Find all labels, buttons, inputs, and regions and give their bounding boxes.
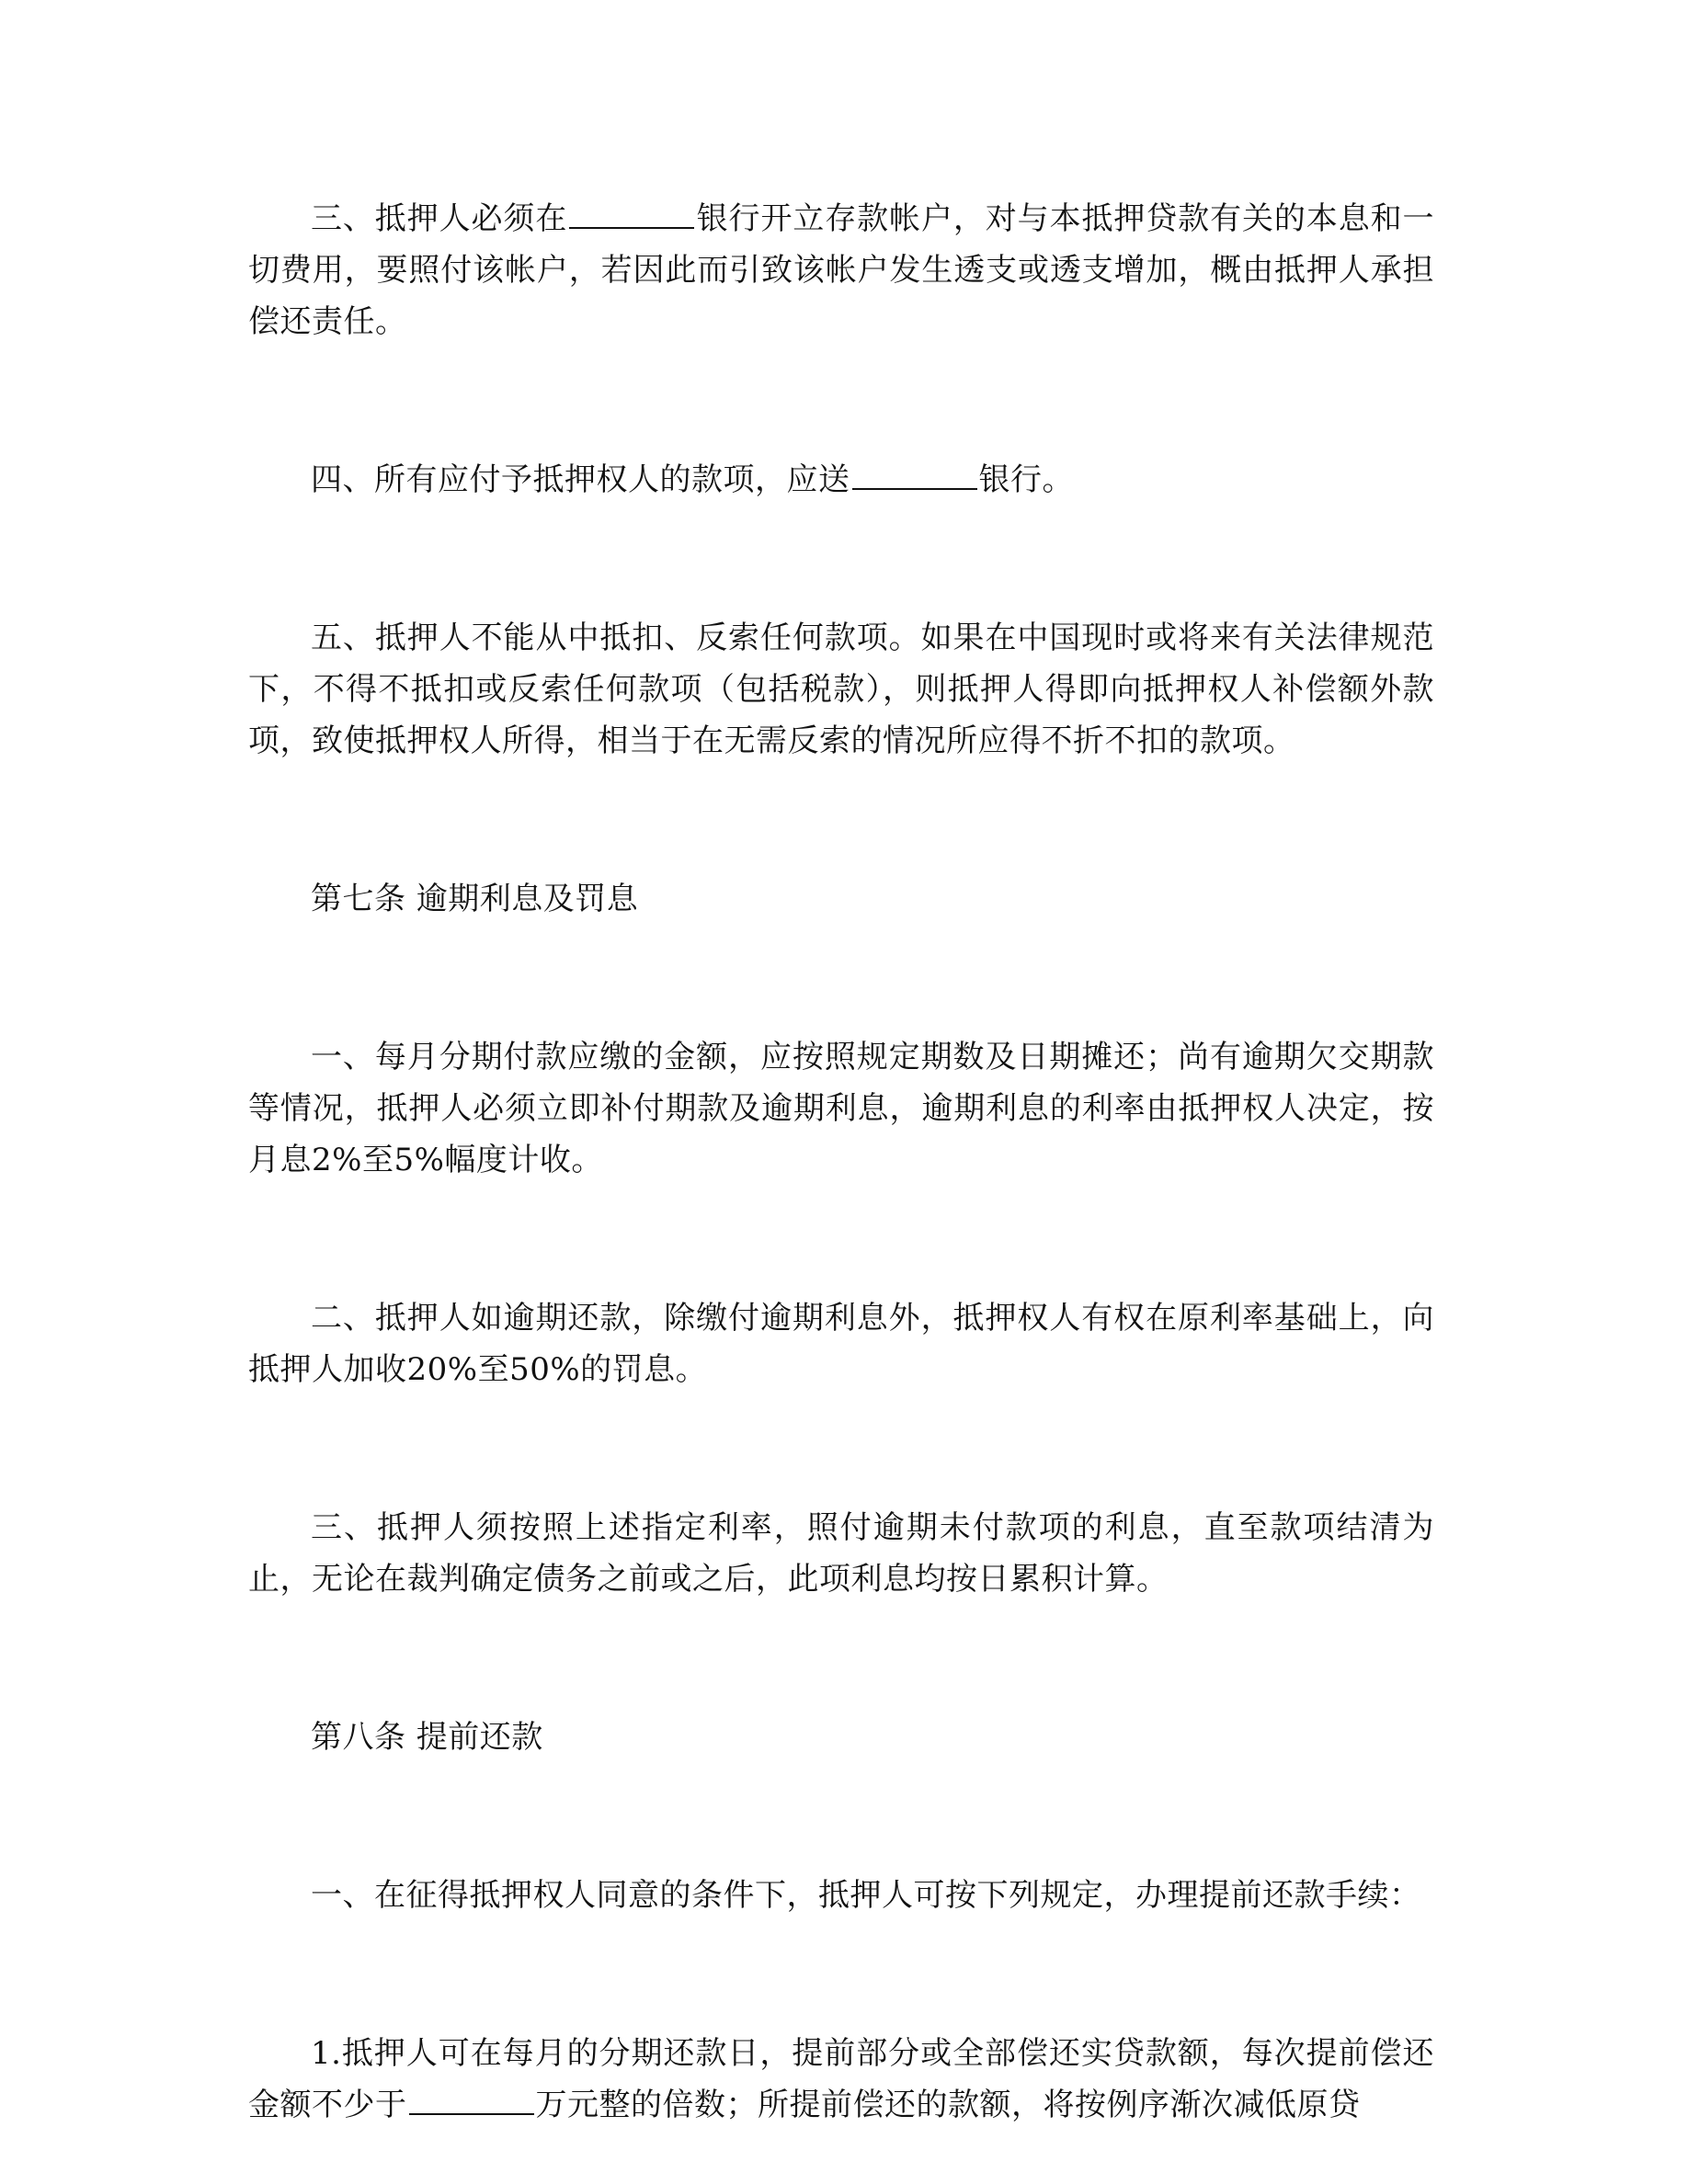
paragraph-overdue-interest: 一、每月分期付款应缴的金额，应按照规定期数及日期摊还；尚有逾期欠交期款等情况，抵押人必须立即补付期款及逾期利息，逾期利息的利率由抵押权人决定，按月息2%至5%幅度计收。 bbox=[248, 1039, 1434, 1178]
paragraph-prepayment-conditions: 一、在征得抵押权人同意的条件下，抵押人可按下列规定，办理提前还款手续： bbox=[311, 1877, 1421, 1914]
paragraph-prepayment-item-1 bbox=[248, 2028, 1434, 2131]
article-7-title: 第七条 逾期利息及罚息 bbox=[311, 881, 639, 917]
text-segment: 1.抵押人可在每月的分期还款日，提前部分或全部偿还实贷款额，每次提前偿还金额不少于 bbox=[248, 2035, 1434, 2123]
text-segment: 万元整的倍数；所提前偿还的款额，将按例序渐次减低原贷 bbox=[535, 2087, 1361, 2123]
paragraph-no-deduction: 五、抵押人不能从中抵扣、反索任何款项。如果在中国现时或将来有关法律规范下，不得不抵扣或反索任何款项（包括税款），则抵押人得即向抵押权人补偿额外款项，致使抵押权人所得，相当于在无需反索的情况所应得不折不扣的款项。 bbox=[248, 620, 1434, 759]
article-8-title: 第八条 提前还款 bbox=[311, 1719, 543, 1756]
text-segment: 银行。 bbox=[978, 461, 1074, 498]
blank-prepayment-amount[interactable] bbox=[409, 2086, 534, 2115]
paragraph-payment-bank bbox=[248, 454, 1434, 506]
blank-bank-name[interactable] bbox=[569, 199, 694, 229]
document-page bbox=[248, 193, 1434, 2131]
text-segment: 四、所有应付予抵押权人的款项，应送 bbox=[311, 461, 850, 498]
text-segment: 三、抵押人必须在 bbox=[311, 200, 568, 237]
blank-payment-bank[interactable] bbox=[852, 461, 977, 490]
paragraph-interest-accrual: 三、抵押人须按照上述指定利率，照付逾期未付款项的利息，直至款项结清为止，无论在裁判确定债务之前或之后，此项利息均按日累积计算。 bbox=[248, 1509, 1434, 1598]
paragraph-penalty-interest: 二、抵押人如逾期还款，除缴付逾期利息外，抵押权人有权在原利率基础上，向抵押人加收20%至50%的罚息。 bbox=[248, 1300, 1434, 1388]
text-segment: 银行开立存款帐户，对与本抵押贷款有关的本息和一切费用，要照付该帐户，若因此而引致该帐户发生透支或透支增加，概由抵押人承担偿还责任。 bbox=[248, 200, 1435, 340]
paragraph-deposit-account bbox=[248, 193, 1434, 347]
